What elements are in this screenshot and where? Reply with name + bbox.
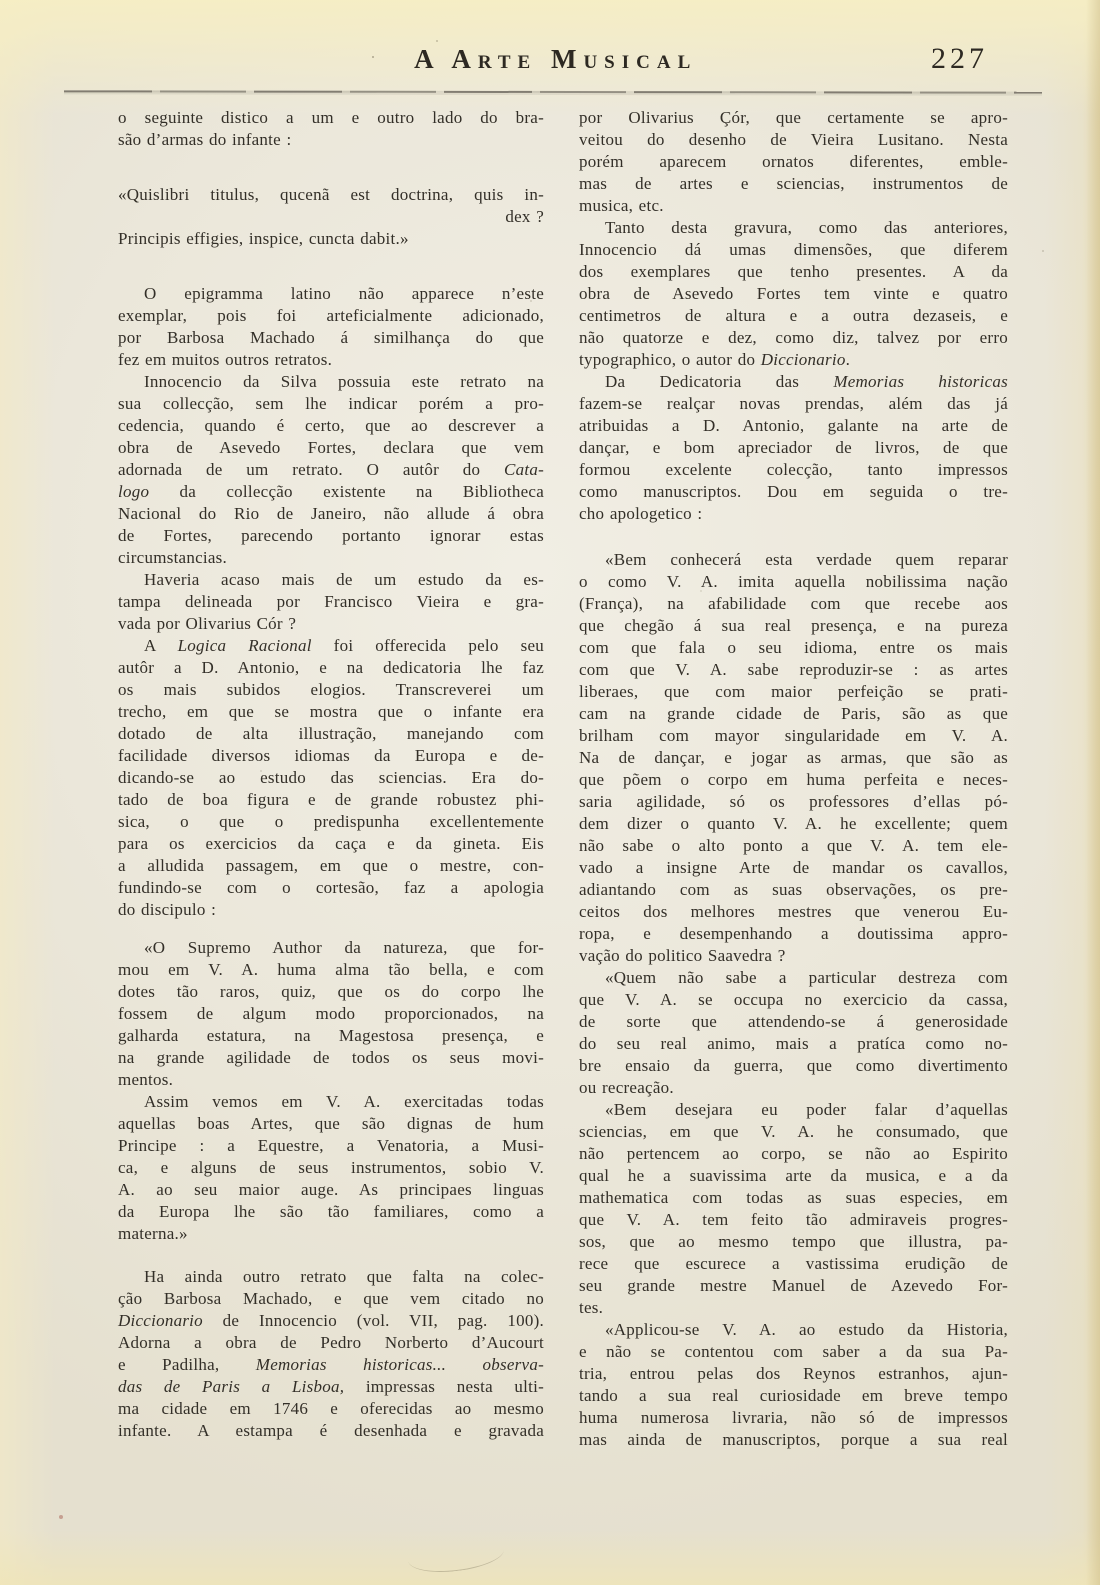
text-line: Nacional do Rio de Janeiro, não allude á obra [118,504,544,523]
text-line: do seu real animo, mais a pratíca como no- [579,1034,1008,1053]
text-line: Assim vemos em V. A. exercitadas todas [144,1092,544,1111]
text-line: exemplar, pois foi arteficialmente adicionado, [118,306,544,325]
text-line: mou em V. A. huma alma tão bella, e com [118,960,544,979]
text-line: dicando-se ao estudo das sciencias. Era do- [118,768,544,787]
text-line: typographico, o autor do Diccionario. [579,350,851,369]
text-line: ca, e alguns de seus instrumentos, sobio V. [118,1158,544,1177]
text-line: dos exemplares que tenho presentes. A da [579,262,1008,281]
paragraph [579,549,1008,967]
text-line: são d’armas do infante : [118,130,292,149]
text-line: adiantando com as suas observações, os pre- [579,880,1008,899]
text-line: mas ainda de manuscriptos, porque a sua real [579,1430,1008,1449]
text-line: fez em muitos outros retratos. [118,350,333,369]
text-line: não quatorze e dez, como diz, talvez por erro [579,328,1008,347]
text-line: de Fortes, parecendo portanto ignorar estas [118,526,544,545]
text-line: facilidade diversos idiomas da Europa e de- [118,746,544,765]
text-line: da Europa lhe são tão familiares, como a [118,1202,544,1221]
text-line: fossem de algum modo proporcionados, na [118,1004,544,1023]
text-line: Adorna a obra de Pedro Norberto d’Aucourt [118,1333,544,1352]
text-line: veitou do desenho de Vieira Lusitano. Nesta [579,130,1008,149]
text-line: trecho, em que se mostra que o infante era [118,702,544,721]
text-line: vação do politico Saavedra ? [579,946,786,965]
text-line: que V. A. tem feito tão admiraveis progres- [579,1210,1008,1229]
text-line: A Logica Racional foi offerecida pelo seu [144,636,545,655]
paragraph [118,107,544,151]
text-line: Innocencio dá umas dimensões, que diferem [579,240,1008,259]
page-edge-shadow [1086,0,1100,1585]
text-line: cam na grande cidade de Paris, são as que [579,704,1008,723]
text-line: Principe : a Equestre, a Venatoria, a Musi- [118,1136,544,1155]
paragraph [579,107,1008,217]
text-line: infante. A estampa é desenhada e gravada [118,1421,544,1440]
text-line: Na de dançar, e jogar as armas, que são as [579,748,1008,767]
text-line: com que V. A. sabe reproduzir-se : as artes [579,660,1008,679]
text-line: autôr a D. Antonio, e na dedicatoria lhe faz [118,658,544,677]
text-line: das de Paris a Lisboa, impressas nesta ulti- [118,1377,545,1396]
text-line: Tanto desta gravura, como das anteriores, [605,218,1008,237]
text-line: galharda estatura, na Magestosa presença, e [118,1026,544,1045]
text-line: na grande agilidade de todos os seus movi- [118,1048,544,1067]
paper-scratch [406,1534,505,1576]
text-line: saria agilidade, só os professores d’ellas pó- [579,792,1008,811]
text-line: atribuidas a D. Antonio, galante na arte de [579,416,1008,435]
text-line: Da Dedicatoria das Memorias historicas [605,372,1008,391]
text-line: o como V. A. imita aquella nobilissima nação [579,572,1008,591]
text-line: os mais subidos elogios. Transcreverei um [118,680,544,699]
text-line: ropa, e desempenhando a doutissima appro- [579,924,1008,943]
text-line: dex ? [505,207,544,226]
paragraph [118,371,544,569]
text-line: cedencia, quando é certo, que ao descrever a [118,416,544,435]
paragraph [118,937,544,1091]
text-line: aquellas boas Artes, que são dignas de hum [118,1114,544,1133]
text-line: ceitos dos melhores mestres que venerou Eu- [579,902,1008,921]
text-line: tria, entrou pelas dos Reynos estranhos, ajun- [579,1364,1008,1383]
text-line: fundindo-se com o cortesão, faz a apologia [118,878,544,897]
paragraph [118,569,544,635]
text-line: ção Barbosa Machado, e que vem citado no [118,1289,544,1308]
running-title: A Arte Musical [414,44,698,74]
text-line: por Barbosa Machado á similhança do que [118,328,544,347]
text-line: brilham com mayor singularidade em V. A. [579,726,1008,745]
text-line: de sorte que attendendo-se á generosidade [579,1012,1008,1031]
text-line: dotado de alta illustração, manejando com [118,724,544,743]
paragraph [579,967,1008,1099]
text-line: seu grande mestre Manuel de Azevedo For- [579,1276,1008,1295]
text-line: «Bem conhecerá esta verdade quem reparar [605,550,1008,569]
text-line: A. ao seu maior auge. As principaes linguas [118,1180,544,1199]
page-header [0,0,1100,100]
page-number: 227 [931,42,988,75]
text-line: fazem-se realçar novas prendas, além das já [579,394,1008,413]
text-line: vada por Olivarius Cór ? [118,614,297,633]
text-line: liberaes, que com maior perfeição se prati- [579,682,1008,701]
text-line: ou recreação. [579,1078,674,1097]
text-line: musica, etc. [579,196,664,215]
text-line: obra de Asevedo Fortes, declara que vem [118,438,544,457]
text-line: obra de Asevedo Fortes tem vinte e quatro [579,284,1008,303]
text-line: cho apologetico : [579,504,703,523]
text-line: dem dizer o quanto V. A. he excellente; quem [579,814,1008,833]
column-left [118,107,544,1442]
text-line: Ha ainda outro retrato que falta na colec- [144,1267,544,1286]
text-line: por Olivarius Çór, que certamente se apro- [579,108,1008,127]
text-line: tado de boa figura e de grande robustez phi- [118,790,544,809]
text-line: dotes tão raros, quiz, que os do corpo lhe [118,982,544,1001]
latin-verse [118,184,544,250]
text-line: sica, o que o predispunha excellentemente [118,812,544,831]
text-line: dançar, e bom apreciador de livros, de que [579,438,1008,457]
text-line: centimetros de altura e a outra dezaseis, e [579,306,1008,325]
text-line: Haveria acaso mais de um estudo da es- [144,570,544,589]
paper-specks [0,0,2,2]
text-line: mas de artes e sciencias, instrumentos de [579,174,1008,193]
paragraph [579,1319,1008,1451]
paragraph [118,635,544,921]
text-line: sciencias, em que V. A. he consumado, que [579,1122,1008,1141]
text-line: sua collecção, sem lhe indicar porém a pro- [118,394,544,413]
text-line: O epigramma latino não apparece n’este [144,284,544,303]
text-line: (França), na afabilidade com que recebe aos [579,594,1008,613]
text-line: e Padilha, Memorias historicas... observa- [118,1355,544,1374]
text-line: «Bem desejara eu poder falar d’aquellas [605,1100,1008,1119]
paragraph [118,1091,544,1245]
text-line: bre ensaio da guerra, que como divertimento [579,1056,1008,1075]
text-line: «O Supremo Author da natureza, que for- [144,938,544,957]
text-line: «Applicou-se V. A. ao estudo da Historia, [605,1320,1008,1339]
text-line: o seguinte distico a um e outro lado do bra- [118,108,544,127]
paragraph [579,1099,1008,1319]
text-line: adornada de um retrato. O autôr do Cata- [118,460,544,479]
text-line: Diccionario de Innocencio (vol. VII, pag. 100). [118,1311,544,1330]
text-line: logo da collecção existente na Bibliotheca [118,482,544,501]
text-line: formou excelente colecção, tanto impressos [579,460,1008,479]
text-line: ma cidade em 1746 e oferecidas ao mesmo [118,1399,544,1418]
text-line: como manuscriptos. Dou em seguida o tre- [579,482,1008,501]
text-line: Innocencio da Silva possuia este retrato na [144,372,544,391]
text-line: vado a insigne Arte de mandar os cavallos, [579,858,1008,877]
text-line: que põem o corpo em huma perfeita e neces- [579,770,1008,789]
text-line: rece que escurece a vastissima erudição de [579,1254,1008,1273]
text-line: qual he a suavissima arte da musica, e a da [579,1166,1008,1185]
text-line: e não se contentou com saber a da sua Pa- [579,1342,1008,1361]
paragraph [118,283,544,371]
text-line: que V. A. se occupa no exercicio da cassa, [579,990,1008,1009]
text-line: que chegão á sua real presença, e na pureza [579,616,1008,635]
text-line: do discipulo : [118,900,217,919]
text-line: com que fala o seu idioma, entre os mais [579,638,1008,657]
text-line: tes. [579,1298,604,1317]
text-line: mathematica com todas as suas especies, em [579,1188,1008,1207]
column-right [579,107,1008,1451]
paragraph [118,1266,544,1442]
text-line: tando a sua real curiosidade em breve tempo [579,1386,1008,1405]
text-line: não sabe o alto ponto a que V. A. tem ele- [579,836,1008,855]
paragraph [579,217,1008,371]
text-line: circumstancias. [118,548,228,567]
text-line: sos, que ao mesmo tempo que illustra, pa- [579,1232,1008,1251]
text-line: porém aparecem ornatos diferentes, emble- [579,152,1008,171]
text-line: não pertencem ao corpo, se não ao Espirito [579,1144,1008,1163]
text-line: huma numerosa livraria, não só de impressos [579,1408,1008,1427]
text-line: «Quem não sabe a particular destreza com [605,968,1008,987]
text-line: Principis effigies, inspice, cuncta dabit.» [118,229,409,248]
text-line: tampa delineada por Francisco Vieira e gra- [118,592,544,611]
text-line: materna.» [118,1224,188,1243]
text-line: para os exercicios da caça e da gineta. Eis [118,834,544,853]
text-line: mentos. [118,1070,174,1089]
text-line: a alludida passagem, em que o mestre, con- [118,856,544,875]
paragraph [579,371,1008,525]
text-line: «Quislibri titulus, qucenã est doctrina, quis in- [118,185,544,204]
